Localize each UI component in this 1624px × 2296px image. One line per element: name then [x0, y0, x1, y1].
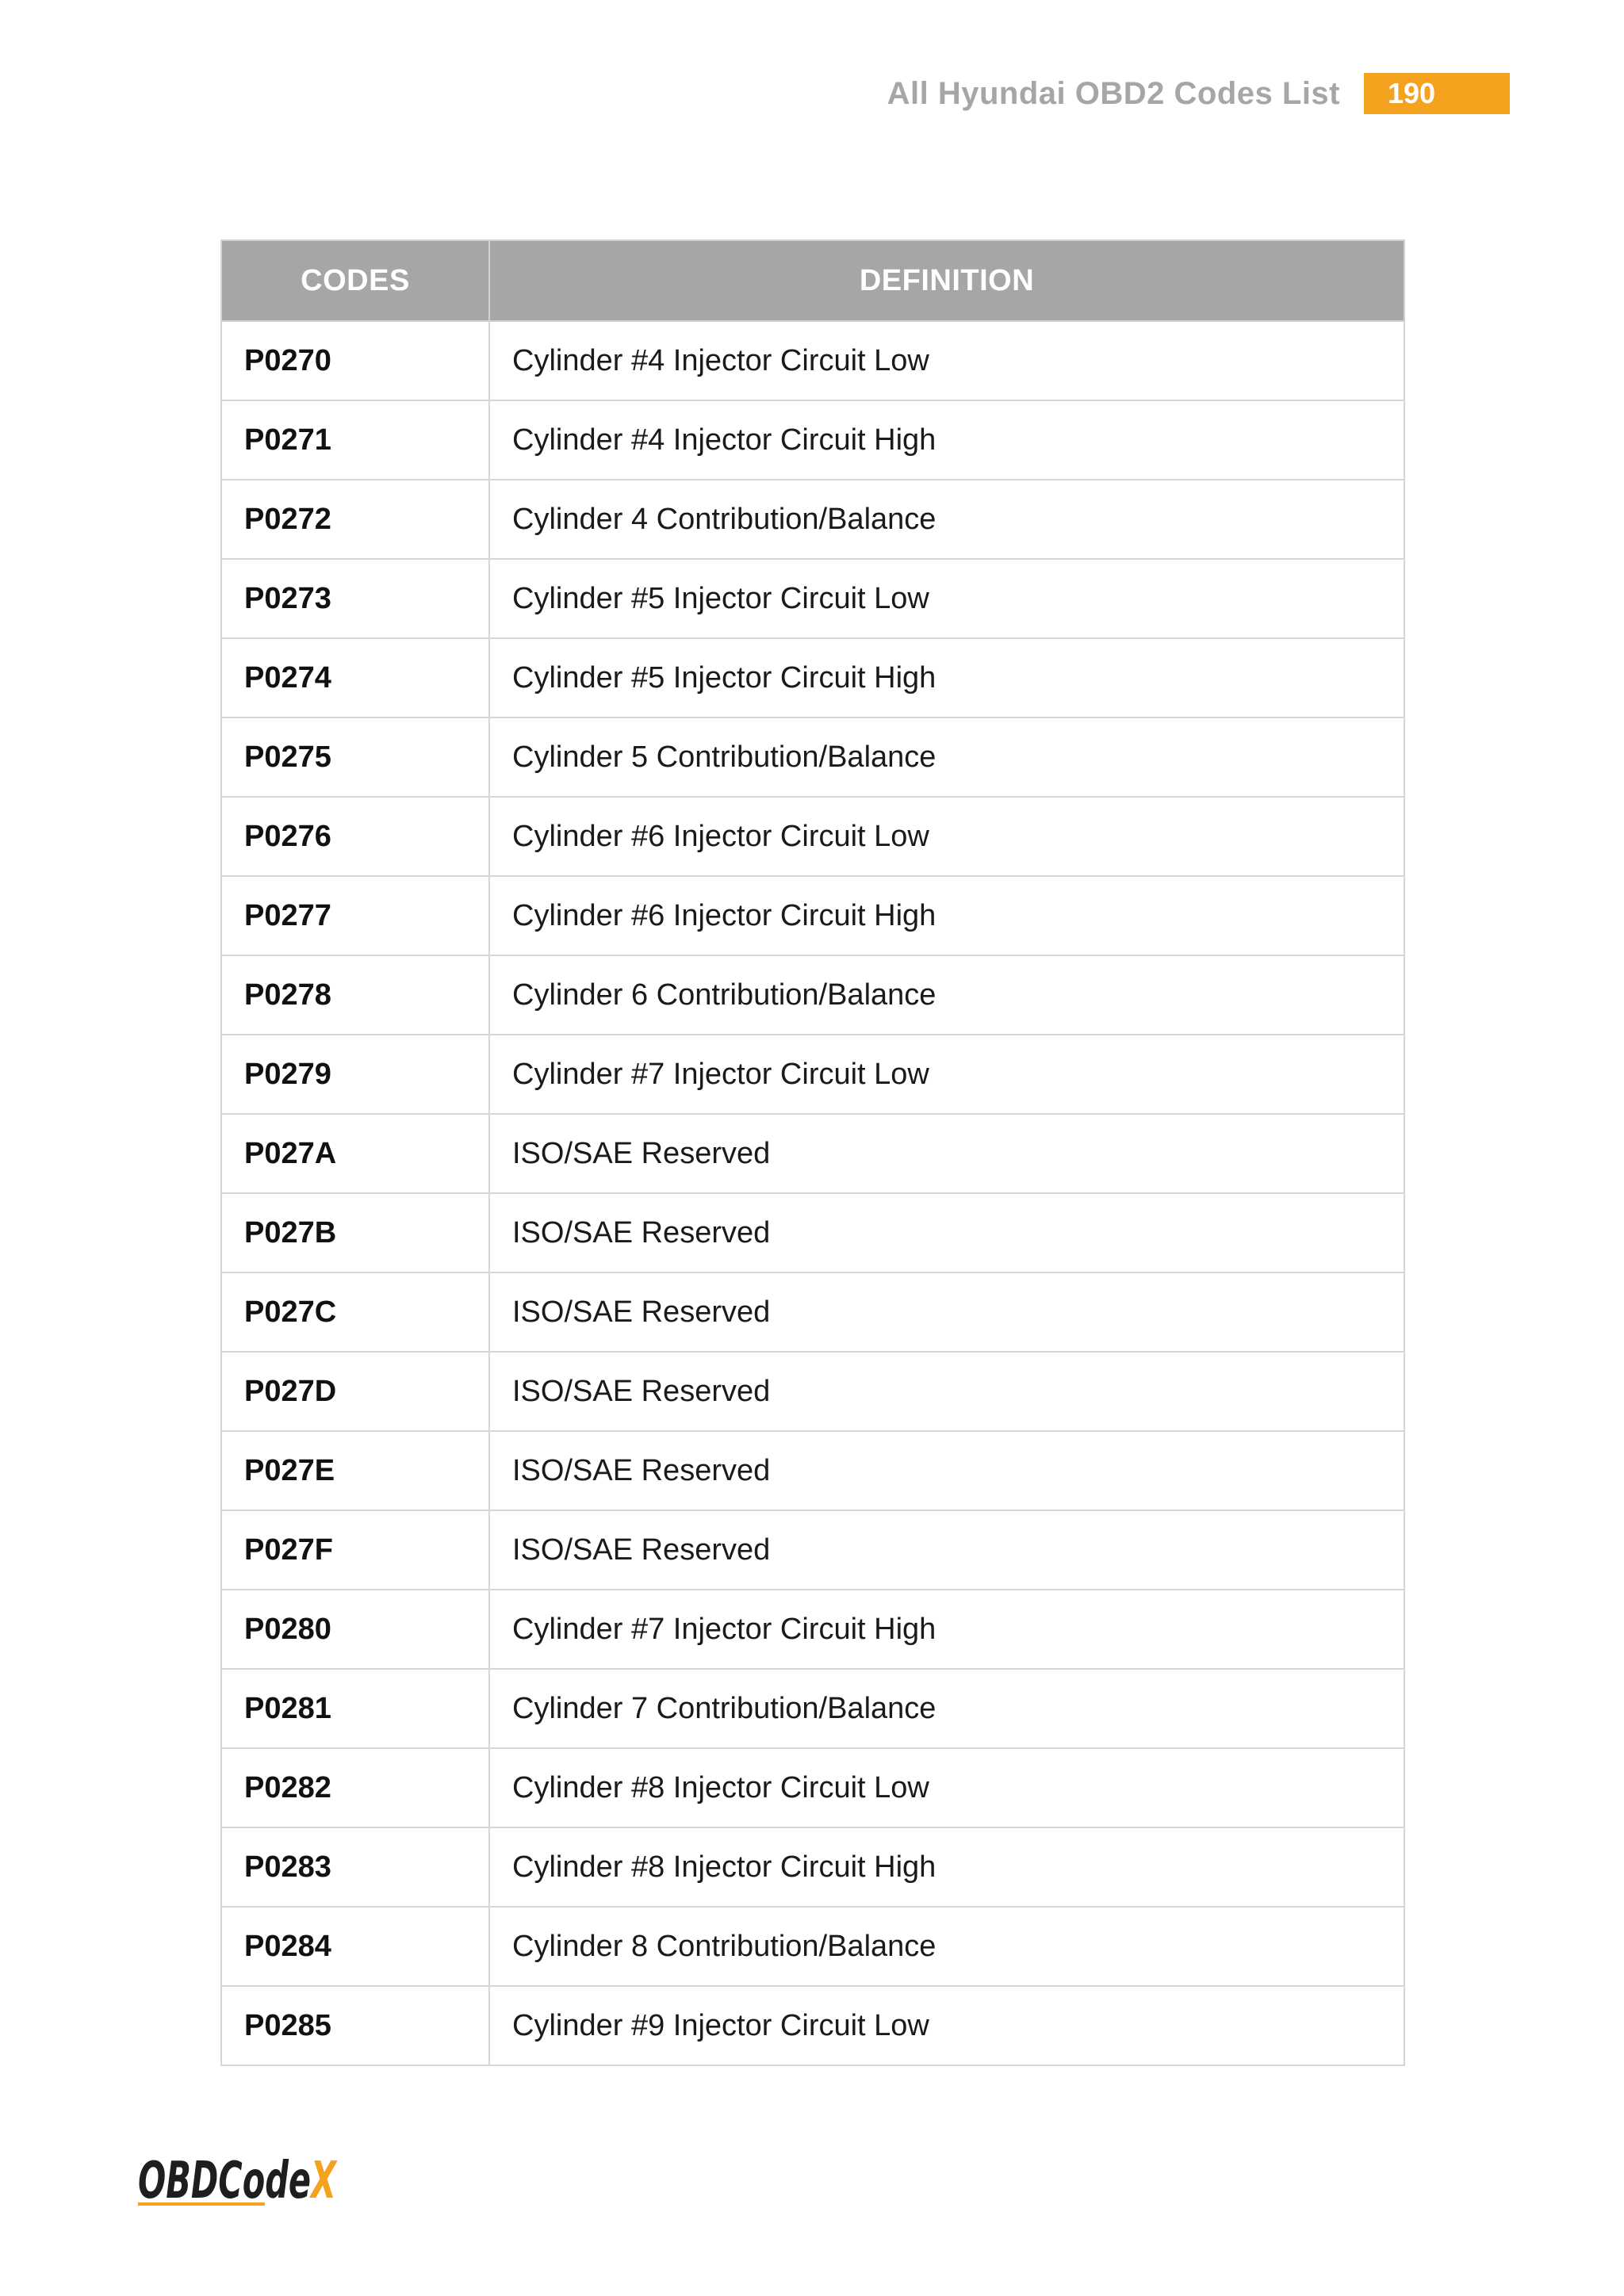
page-header [887, 73, 1510, 114]
code-cell: P027A [221, 1114, 489, 1193]
table-row [221, 1590, 1404, 1669]
code-cell: P0271 [221, 400, 489, 480]
code-cell: P027D [221, 1352, 489, 1431]
table-row [221, 718, 1404, 797]
code-cell: P0275 [221, 718, 489, 797]
definition-cell: ISO/SAE Reserved [489, 1272, 1404, 1352]
code-cell: P0282 [221, 1748, 489, 1827]
table-row [221, 1352, 1404, 1431]
code-cell: P0273 [221, 559, 489, 638]
table-row [221, 1272, 1404, 1352]
code-cell: P027B [221, 1193, 489, 1272]
definition-cell: Cylinder #6 Injector Circuit High [489, 876, 1404, 955]
definition-cell: ISO/SAE Reserved [489, 1114, 1404, 1193]
code-cell: P0278 [221, 955, 489, 1035]
document-title: All Hyundai OBD2 Codes List [887, 75, 1340, 111]
table-row [221, 638, 1404, 718]
logo-wordmark [138, 2152, 371, 2209]
definition-cell: ISO/SAE Reserved [489, 1352, 1404, 1431]
code-cell: P027F [221, 1510, 489, 1590]
definition-cell: Cylinder 7 Contribution/Balance [489, 1669, 1404, 1748]
definition-cell: Cylinder #9 Injector Circuit Low [489, 1986, 1404, 2065]
table-row [221, 955, 1404, 1035]
logo-wordmark-main: OBDCod [138, 2152, 371, 2209]
table-row [221, 1827, 1404, 1907]
table-row [221, 400, 1404, 480]
table-row [221, 1907, 1404, 1986]
definition-cell: ISO/SAE Reserved [489, 1431, 1404, 1510]
table-row [221, 1510, 1404, 1590]
table-row [221, 1114, 1404, 1193]
definition-cell: Cylinder #5 Injector Circuit Low [489, 559, 1404, 638]
code-cell: P0283 [221, 1827, 489, 1907]
table-row [221, 559, 1404, 638]
table-row [221, 321, 1404, 400]
table-row [221, 1986, 1404, 2065]
definition-cell: Cylinder #5 Injector Circuit High [489, 638, 1404, 718]
table-header-row [221, 240, 1404, 321]
definition-cell: Cylinder #6 Injector Circuit Low [489, 797, 1404, 876]
definition-cell: Cylinder 8 Contribution/Balance [489, 1907, 1404, 1986]
logo-underline [138, 2202, 265, 2206]
code-cell: P0274 [221, 638, 489, 718]
code-cell: P0280 [221, 1590, 489, 1669]
obdcodex-logo-graphic [136, 2149, 374, 2209]
definition-cell: Cylinder 6 Contribution/Balance [489, 955, 1404, 1035]
code-cell: P027E [221, 1431, 489, 1510]
table-row [221, 876, 1404, 955]
table-body [221, 321, 1404, 2065]
table-row [221, 1431, 1404, 1510]
definition-cell: Cylinder #8 Injector Circuit Low [489, 1748, 1404, 1827]
definition-cell: Cylinder #4 Injector Circuit Low [489, 321, 1404, 400]
code-cell: P0279 [221, 1035, 489, 1114]
code-cell: P0276 [221, 797, 489, 876]
code-cell: P0270 [221, 321, 489, 400]
code-cell: P0281 [221, 1669, 489, 1748]
table-row [221, 480, 1404, 559]
code-cell: P027C [221, 1272, 489, 1352]
code-cell: P0277 [221, 876, 489, 955]
table-row [221, 797, 1404, 876]
obdcodex-logo [136, 2149, 374, 2209]
definition-cell: Cylinder #7 Injector Circuit Low [489, 1035, 1404, 1114]
table-row [221, 1748, 1404, 1827]
definition-cell: Cylinder 5 Contribution/Balance [489, 718, 1404, 797]
definition-cell: Cylinder 4 Contribution/Balance [489, 480, 1404, 559]
obd-codes-table [220, 239, 1405, 2066]
column-header-codes: CODES [221, 240, 489, 321]
logo-wordmark-accent: X [311, 2152, 350, 2209]
code-cell: P0284 [221, 1907, 489, 1986]
column-header-definition: DEFINITION [489, 240, 1404, 321]
definition-cell: Cylinder #8 Injector Circuit High [489, 1827, 1404, 1907]
definition-cell: Cylinder #7 Injector Circuit High [489, 1590, 1404, 1669]
table-row [221, 1193, 1404, 1272]
definition-cell: ISO/SAE Reserved [489, 1510, 1404, 1590]
page-number-badge: 190 [1364, 73, 1510, 114]
code-cell: P0272 [221, 480, 489, 559]
table-row [221, 1035, 1404, 1114]
definition-cell: Cylinder #4 Injector Circuit High [489, 400, 1404, 480]
definition-cell: ISO/SAE Reserved [489, 1193, 1404, 1272]
table-row [221, 1669, 1404, 1748]
code-cell: P0285 [221, 1986, 489, 2065]
